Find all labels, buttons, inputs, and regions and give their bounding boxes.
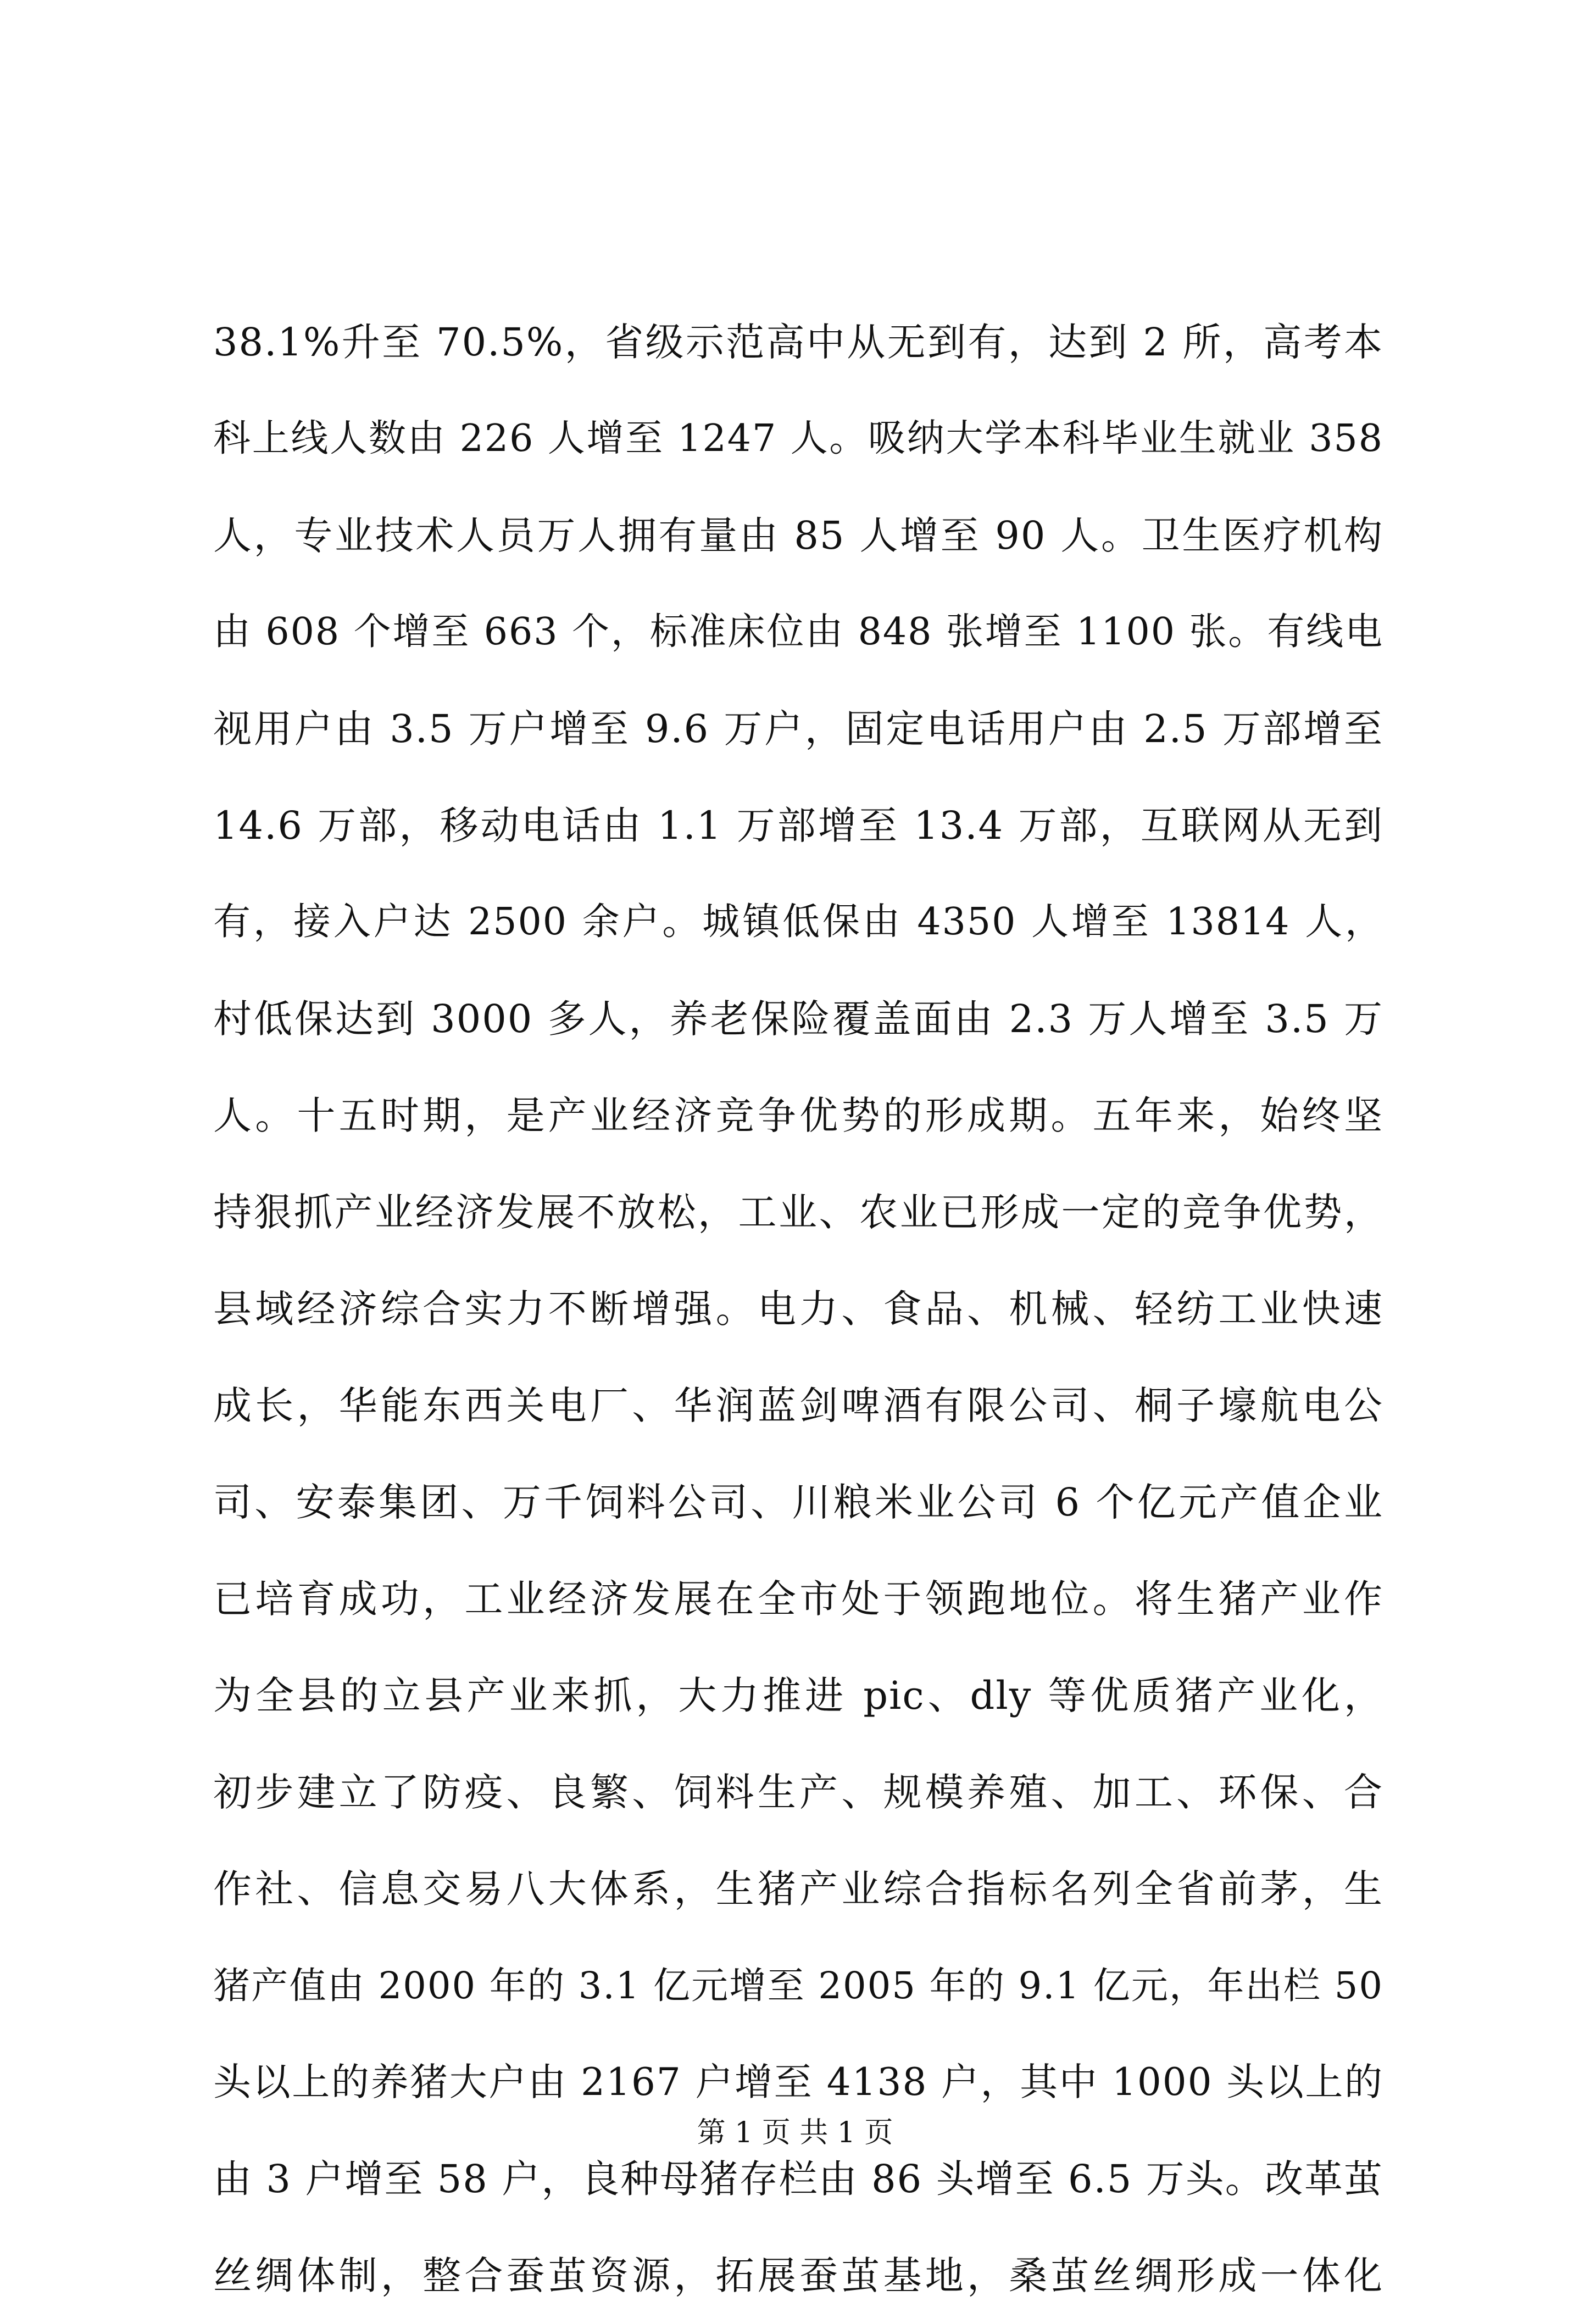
text-line: 司、安泰集团、万千饲料公司、川粮米业公司 6 个亿元产值企业 xyxy=(213,1480,1383,1525)
text-line: 由 608 个增至 663 个，标准床位由 848 张增至 1100 张。有线电 xyxy=(213,610,1383,654)
text-line: 已培育成功，工业经济发展在全市处于领跑地位。将生猪产业作 xyxy=(213,1576,1383,1621)
body-text xyxy=(213,294,1383,2324)
page-number-label: 第 1 页 共 1 页 xyxy=(697,2116,893,2149)
text-line: 有，接入户达 2500 余户。城镇低保由 4350 人增至 13814 人， xyxy=(213,900,1383,944)
text-line: 头以上的养猪大户由 2167 户增至 4138 户，其中 1000 头以上的 xyxy=(213,2060,1383,2104)
text-line: 人，专业技术人员万人拥有量由 85 人增至 90 人。卫生医疗机构 xyxy=(213,513,1383,558)
text-line: 猪产值由 2000 年的 3.1 亿元增至 2005 年的 9.1 亿元，年出栏 50 xyxy=(213,1964,1383,2007)
text-line: 持狠抓产业经济发展不放松，工业、农业已形成一定的竞争优势， xyxy=(213,1190,1383,1235)
text-line: 38.1%升至 70.5%，省级示范高中从无到有，达到 2 所，高考本 xyxy=(213,320,1383,365)
text-line: 视用户由 3.5 万户增至 9.6 万户，固定电话用户由 2.5 万部增至 xyxy=(213,706,1383,751)
text-line: 科上线人数由 226 人增至 1247 人。吸纳大学本科毕业生就业 358 xyxy=(213,417,1383,460)
text-line: 村低保达到 3000 多人，养老保险覆盖面由 2.3 万人增至 3.5 万 xyxy=(213,996,1383,1041)
text-line: 为全县的立县产业来抓，大力推进 pic、dly 等优质猪产业化， xyxy=(213,1673,1383,1718)
text-line: 丝绸体制，整合蚕茧资源，拓展蚕茧基地，桑茧丝绸形成一体化 xyxy=(213,2253,1383,2298)
text-line: 初步建立了防疫、良繁、饲料生产、规模养殖、加工、环保、合 xyxy=(213,1770,1383,1815)
text-line: 由 3 户增至 58 户，良种母猪存栏由 86 头增至 6.5 万头。改革茧 xyxy=(213,2156,1383,2202)
text-line: 人。十五时期，是产业经济竞争优势的形成期。五年来，始终坚 xyxy=(213,1093,1383,1138)
text-line: 作社、信息交易八大体系，生猪产业综合指标名列全省前茅，生 xyxy=(213,1866,1383,1911)
text-line: 14.6 万部，移动电话由 1.1 万部增至 13.4 万部，互联网从无到 xyxy=(213,803,1383,848)
text-line: 县域经济综合实力不断增强。电力、食品、机械、轻纺工业快速 xyxy=(213,1286,1383,1331)
page-footer xyxy=(0,2111,1590,2155)
text-line: 成长，华能东西关电厂、华润蓝剑啤酒有限公司、桐子壕航电公 xyxy=(213,1383,1383,1428)
